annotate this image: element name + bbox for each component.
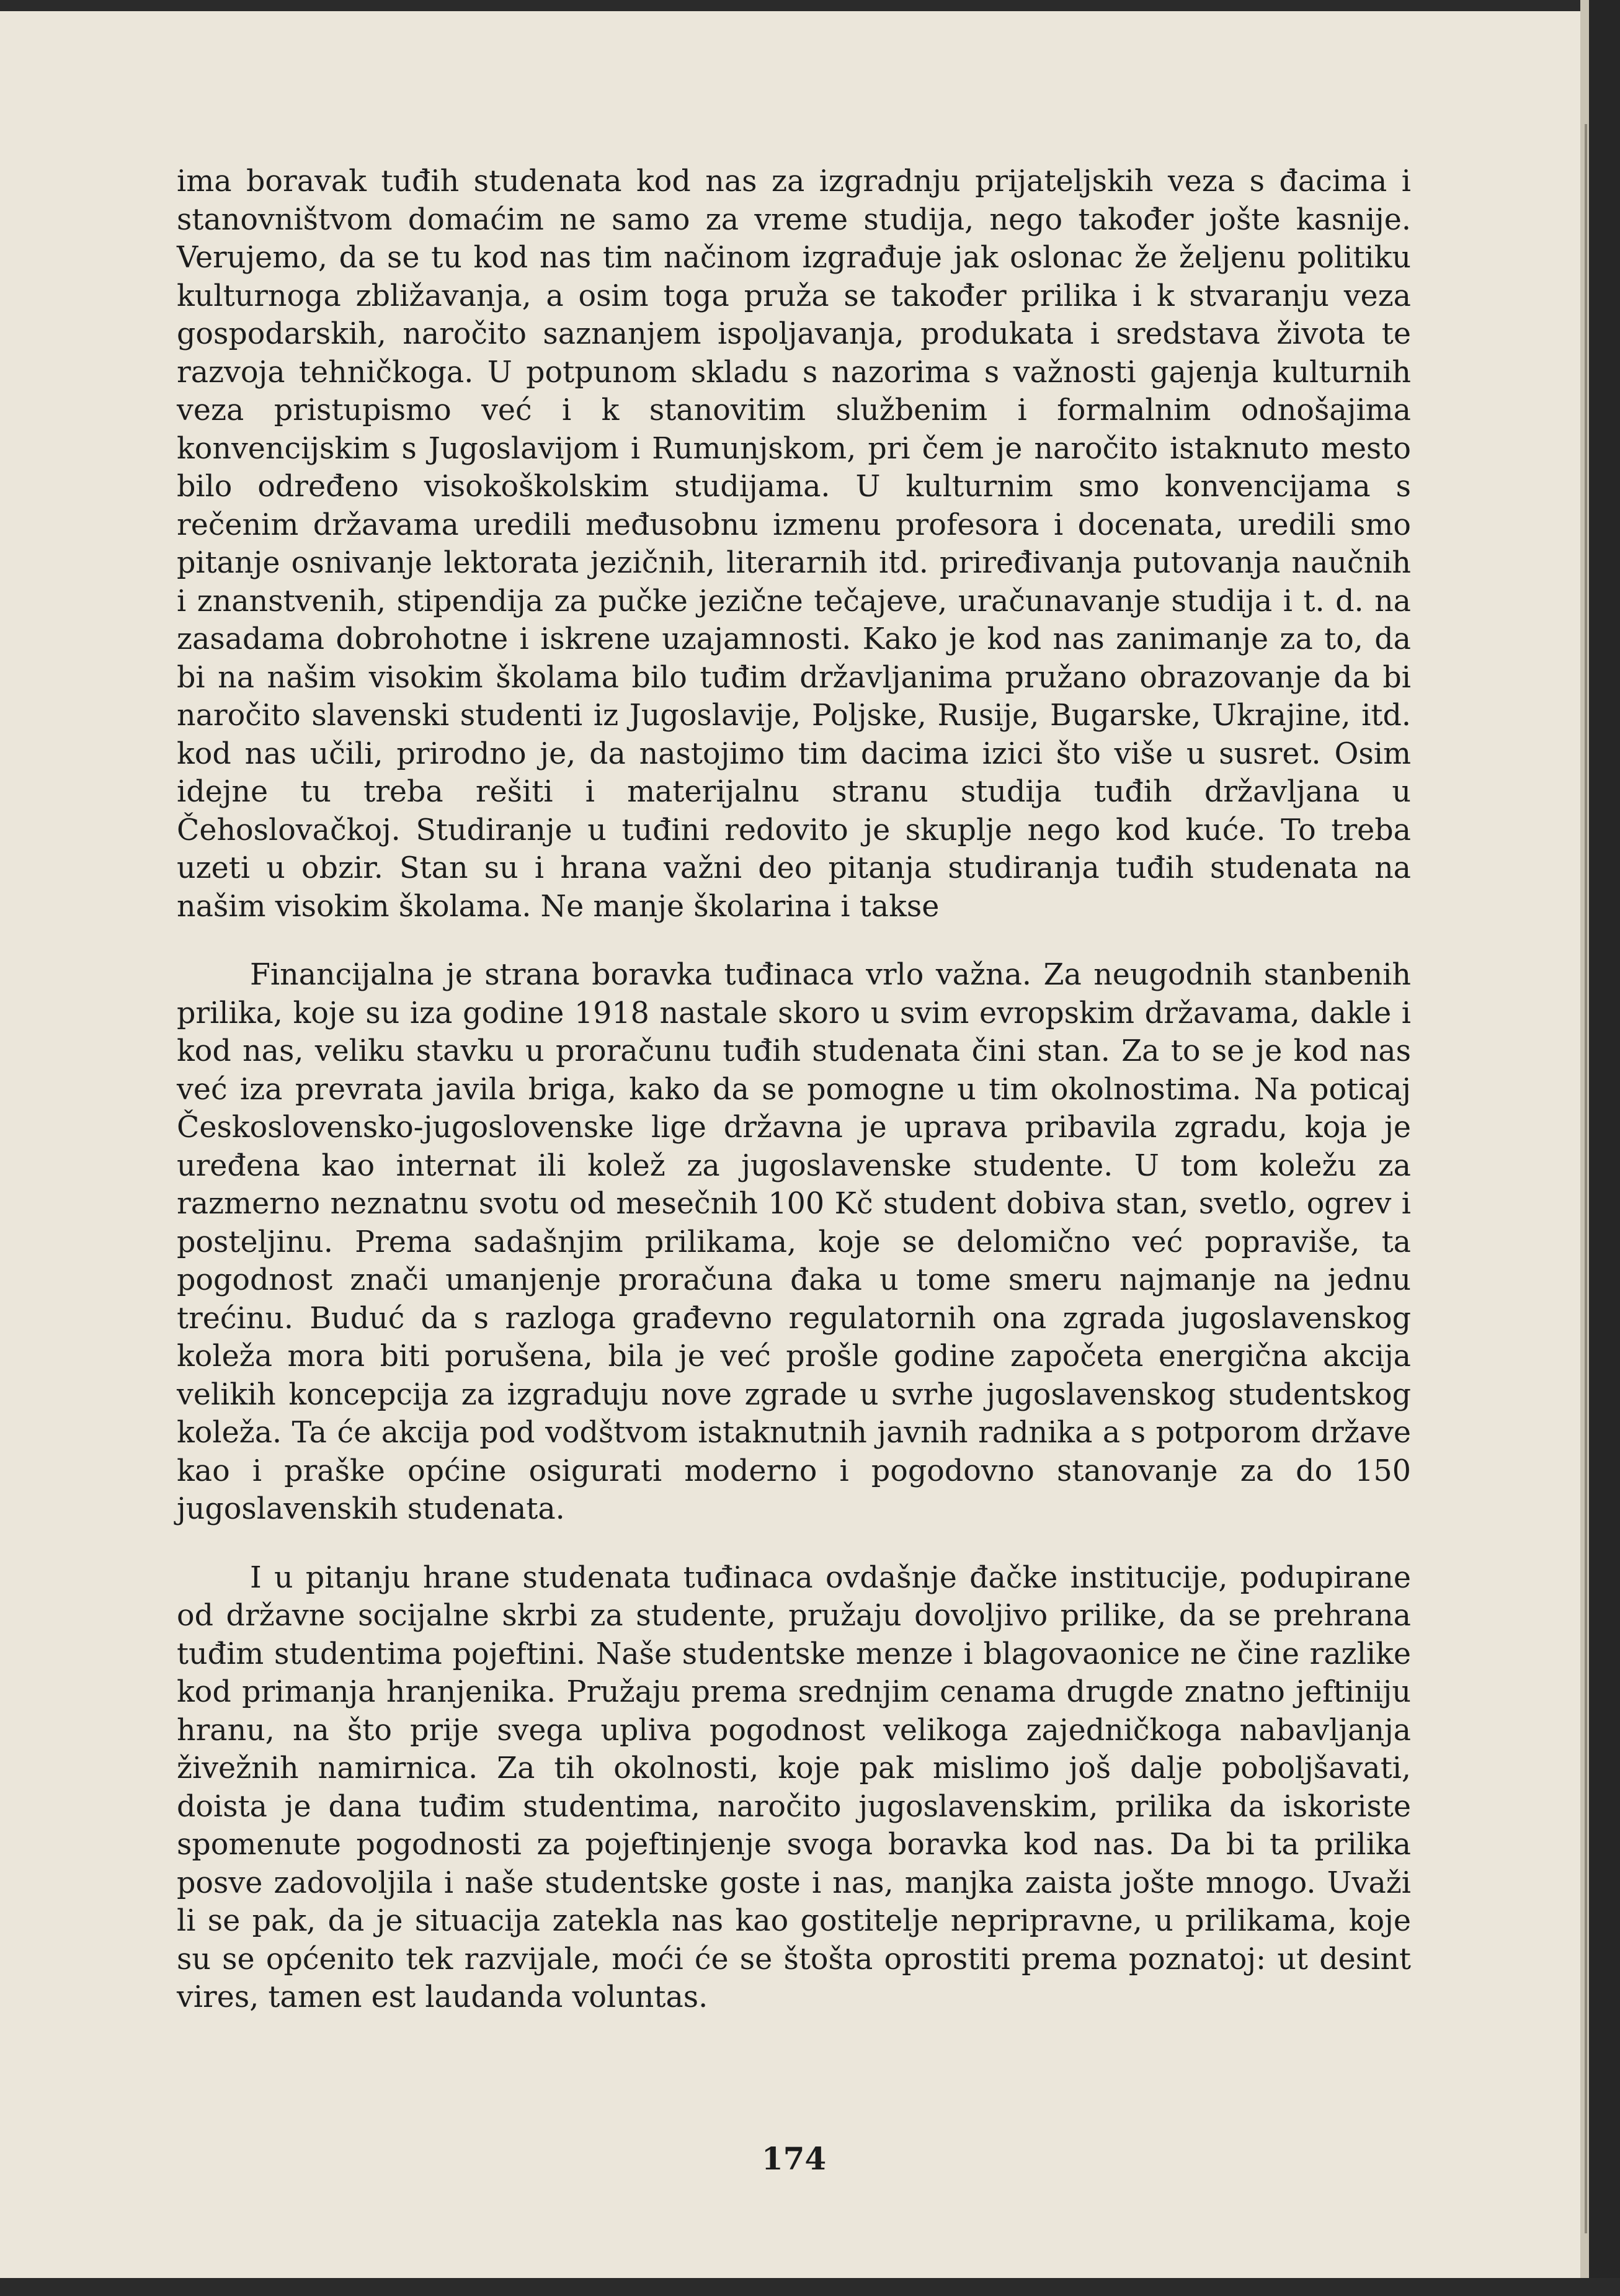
paragraph-2: Financijalna je strana boravka tuđinaca vrlo važna. Za neugodnih stanbenih prilika, koje su iza godine 1918 nastale skoro u svim evropskim državama, dakle i kod nas, veliku stavku u proračunu tuđih studenata čini stan. Za to se je kod nas već iza prevrata javila briga, kako da se pomogne u tim okolnostima. Na poticaj Československo-jugoslovenske lige državna je uprava pribavila zgradu, koja je uređena kao internat ili kolež za jugoslavenske studente. U tom koležu za razmerno neznatnu svotu od mesečnih 100 Kč student dobiva stan, svetlo, ogrev i posteljinu. Prema sadašnjim prilikama, koje se delomično već popraviše, ta pogodnost znači umanjenje proračuna đaka u tome smeru najmanje na jednu trećinu. Buduć da s razloga građevno regulatornih ona zgrada jugoslavenskog koleža mora biti porušena, bila je već prošle godine započeta energična akcija velikih koncepcija za izgraduju nove zgrade u svrhe jugoslavenskog studentskog koleža. Ta će akcija pod vodštvom istaknutnih javnih radnika a s potporom države kao i praške općine osigurati moderno i pogodovno stanovanje za do 150 jugoslavenskih studenata. [177, 958, 1411, 1526]
scan-top-edge [0, 0, 1620, 11]
scan-bottom-edge [0, 2278, 1620, 2296]
page-number: 174 [761, 2140, 827, 2177]
scan-right-edge [1589, 0, 1620, 2296]
paragraph-1: ima boravak tuđih studenata kod nas za izgradnju prijateljskih veza s đacima i stanovništvom domaćim ne samo za vreme studija, nego također jošte kasnije. Verujemo, da se tu kod nas tim načinom izgrađuje jak oslonac že željenu politiku kulturnoga zbližavanja, a osim toga pruža se također prilika i k stvaranju veza gospodarskih, naročito saznanjem ispoljavanja, produkata i sredstava života te razvoja tehničkoga. U potpunom skladu s nazorima s važnosti gajenja kulturnih veza pristupismo već i k stanovitim službenim i formalnim odnošajima konvencijskim s Jugoslavijom i Rumunjskom, pri čem je naročito istaknuto mesto bilo određeno visokoškolskim studijama. U kulturnim smo konvencijama s rečenim državama uredili međusobnu izmenu profesora i docenata, uredili smo pitanje osnivanje lektorata jezičnih, literarnih itd. priređivanja putovanja naučnih i znanstvenih, stipendija za pučke jezične tečajeve, uračunavanje studija i t. d. na zasadama dobrohotne i iskrene uzajamnosti. Kako je kod nas zanimanje za to, da bi na našim visokim školama bilo tuđim državljanima pružano obrazovanje da bi naročito slavenski studenti iz Jugoslavije, Poljske, Rusije, Bugarske, Ukrajine, itd. kod nas učili, prirodno je, da nastojimo tim dacima izici što više u susret. Osim idejne tu treba rešiti i materijalnu stranu studija tuđih državljana u Čehoslovačkoj. Studiranje u tuđini redovito je skuplje nego kod kuće. To treba uzeti u obzir. Stan su i hrana važni deo pitanja studiranja tuđih studenata na našim visokim školama. Ne manje školarina i takse [177, 164, 1411, 924]
paragraph-3: I u pitanju hrane studenata tuđinaca ovdašnje đačke institucije, podupirane od državne socijalne skrbi za studente, pružaju dovoljivo prilike, da se prehrana tuđim studentima pojeftini. Naše studentske menze i blagovaonice ne čine razlike kod primanja hranjenika. Pružaju prema srednjim cenama drugde znatno jeftiniju hranu, na što prije svega upliva pogodnost velikoga zajedničkoga nabavljanja živežnih namirnica. Za tih okolnosti, koje pak mislimo još dalje poboljšavati, doista je dana tuđim studentima, naročito jugoslavenskim, prilika da iskoriste spomenute pogodnosti za pojeftinjenje svoga boravka kod nas. Da bi ta prilika posve zadovoljila i naše studentske goste i nas, manjka zaista jošte mnogo. Uvaži li se pak, da je situacija zatekla nas kao gostitelje nepripravne, u prilikama, koje su se općenito tek razvijale, moći će se štošta oprostiti prema poznatoj: ut desint vires, tamen est laudanda voluntas. [177, 1560, 1411, 2014]
binding-crease [1585, 124, 1587, 2233]
text-column [177, 163, 1411, 2017]
